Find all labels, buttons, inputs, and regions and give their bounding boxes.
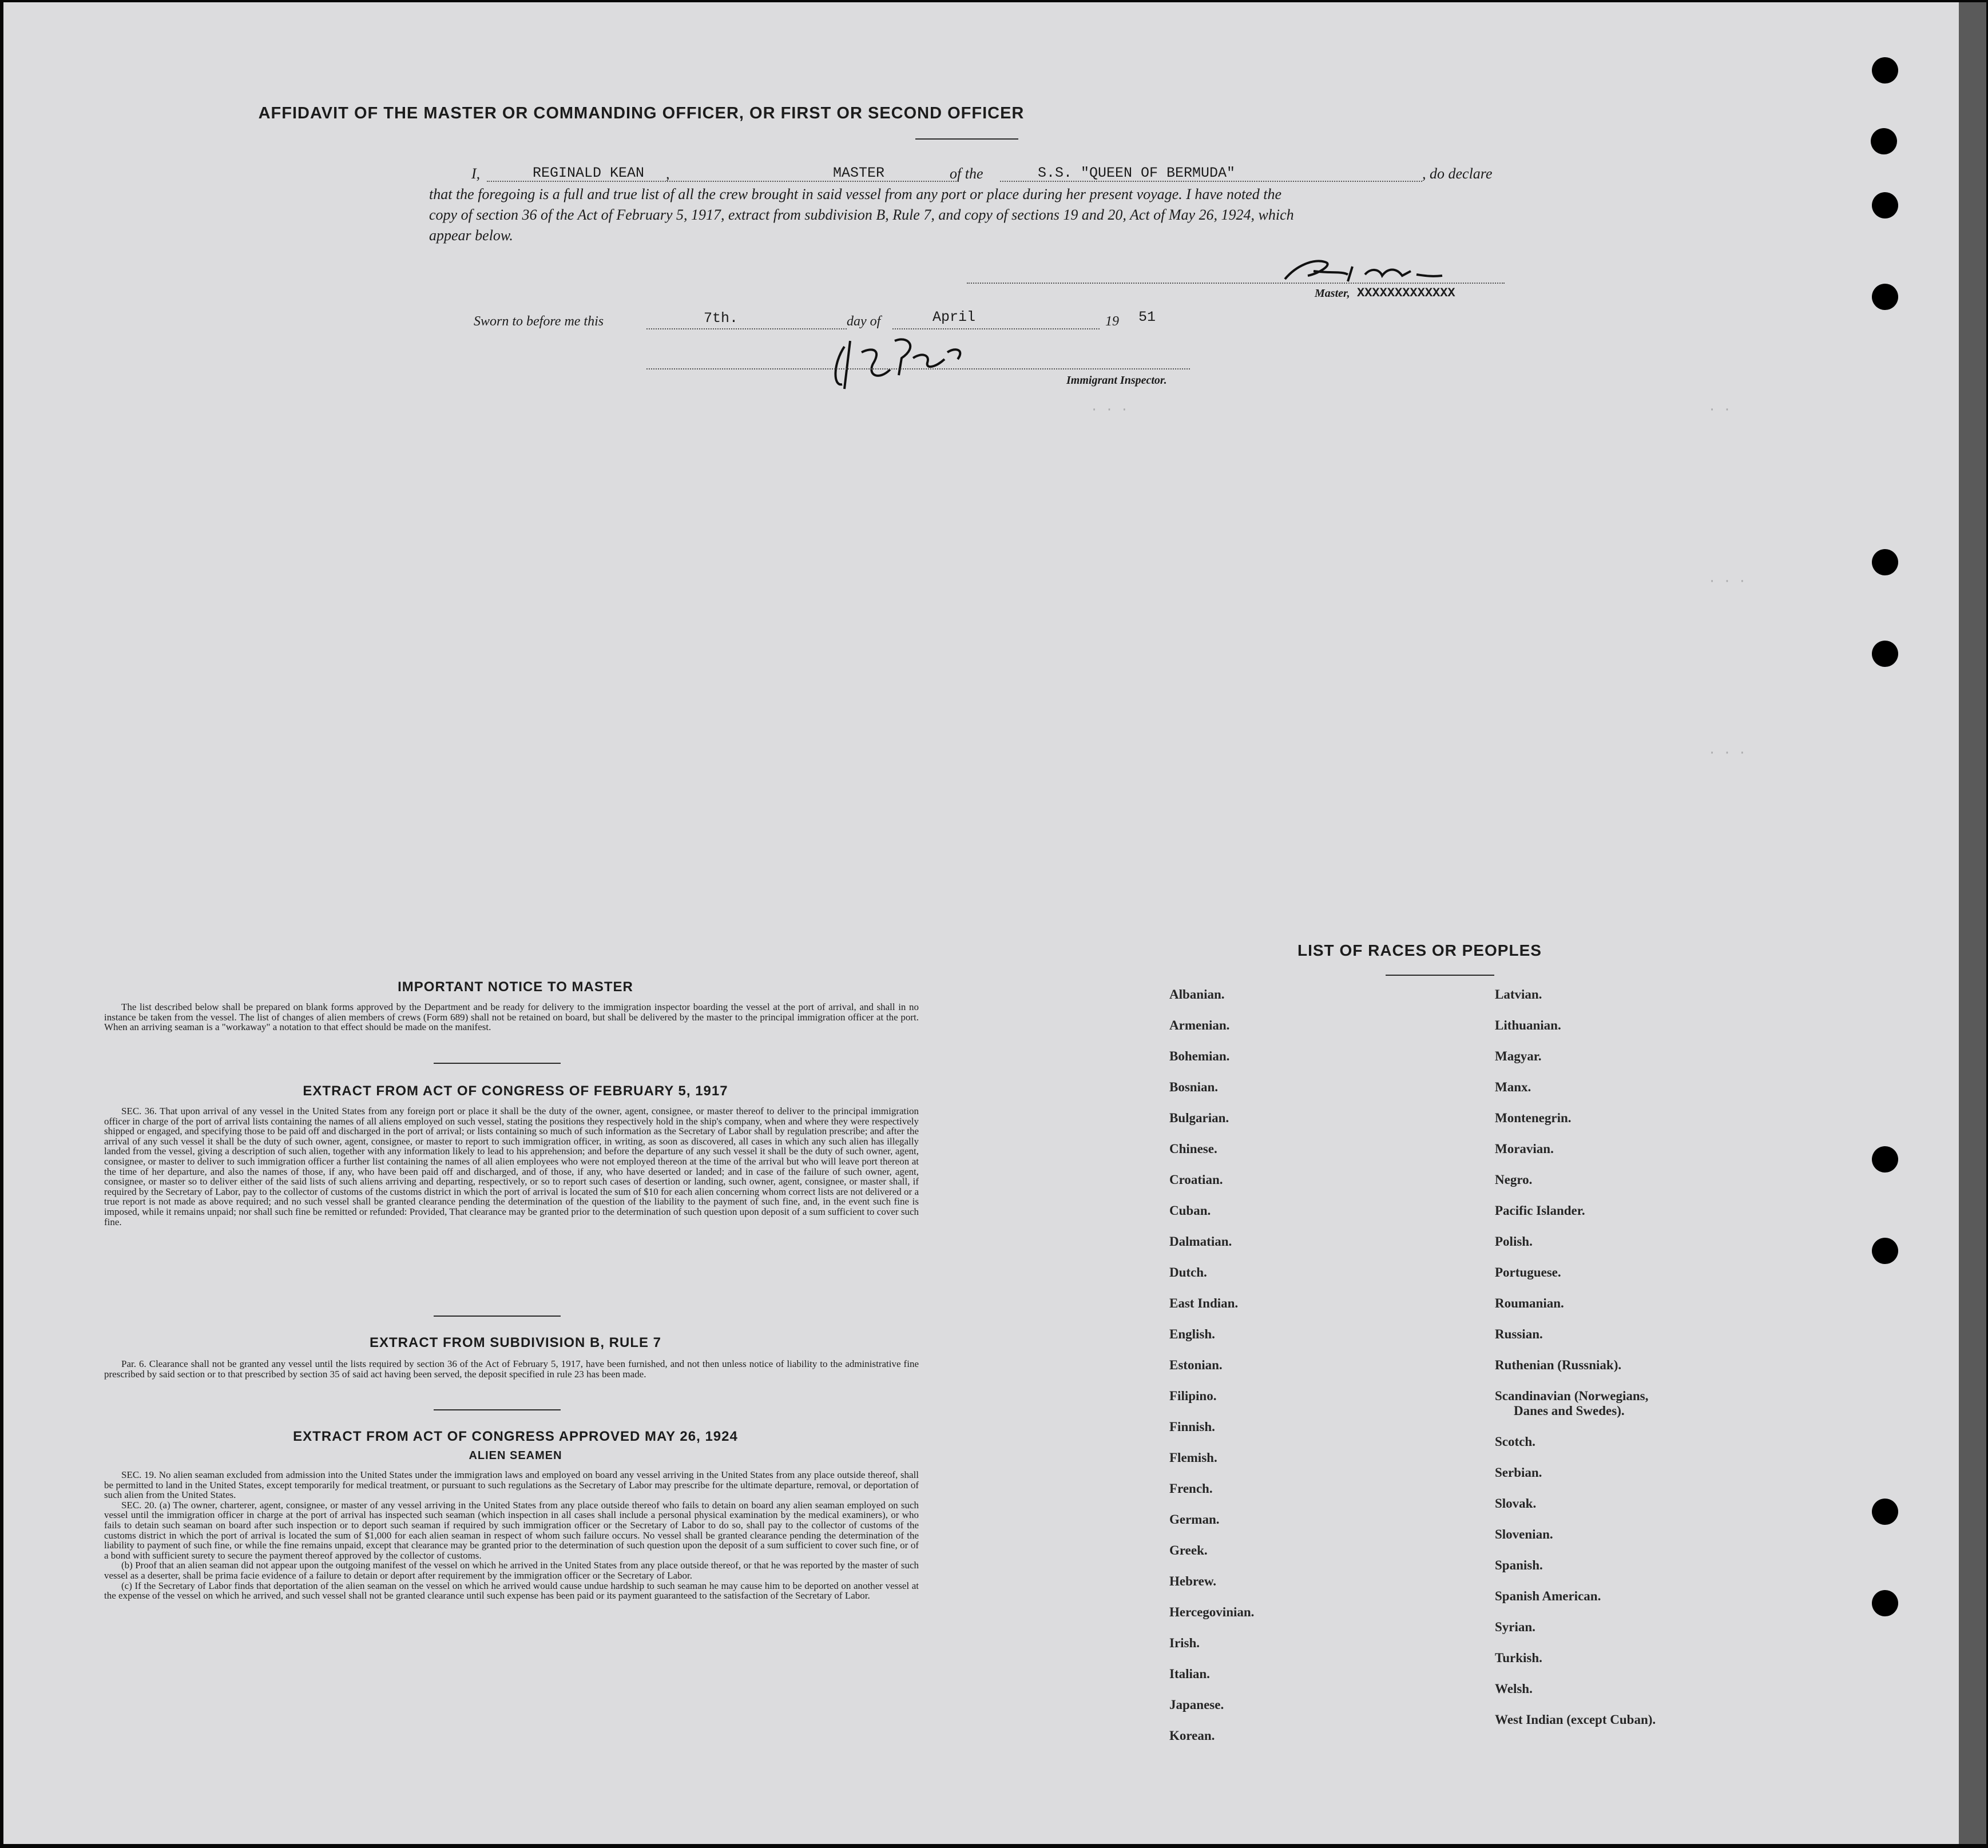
title-rule: [915, 138, 1018, 140]
race-item: Montenegrin.: [1495, 1111, 1572, 1125]
race-item: Cuban.: [1169, 1203, 1211, 1218]
race-item: Polish.: [1495, 1234, 1533, 1249]
race-item: Turkish.: [1495, 1651, 1542, 1665]
race-item: Negro.: [1495, 1173, 1533, 1187]
race-item: Serbian.: [1495, 1465, 1542, 1480]
notice-text: The list described below shall be prepared on blank forms approved by the Department and be ready for delivery to the immigration inspector boarding the vessel at the port of arrival, and shall in no instance be taken from the vessel. The list of changes of alien members of crews (Form 689) shall not be retained on board, but shall be delivered by the master to the principal immigration officer at the port. When an arriving seaman is a "workaway" a notation to that effect should be made on the manifest.: [104, 1002, 919, 1033]
sec-20b-text: (b) Proof that an alien seaman did not appear upon the outgoing manifest of the vessel on which he arrived in the United States from any place outside thereof, or that he was reported by the master of such vessel as a deserter, shall be prima facie evidence of a failure to detain or deport after requirement by the immigration officer or the Secretary of Labor.: [104, 1560, 919, 1581]
race-item: Scandinavian (Norwegians,: [1495, 1389, 1649, 1403]
race-item: Dutch.: [1169, 1265, 1207, 1279]
race-item: Lithuanian.: [1495, 1018, 1561, 1032]
affidavit-title: AFFIDAVIT OF THE MASTER OR COMMANDING OFFICER, OR FIRST OR SECOND OFFICER: [258, 104, 1025, 122]
race-item: Bohemian.: [1169, 1049, 1230, 1063]
race-item: Slovenian.: [1495, 1527, 1553, 1541]
sec-20a-text: SEC. 20. (a) The owner, charterer, agent, consignee, or master of any vessel arriving in the United States from any place outside thereof who fails to detain on board any alien seaman employed on such vessel until the immigration officer in charge at the port of arrival has inspected such seaman (which inspection in all cases shall include a personal physical examination by the medical examiners), or who fails to detain such seaman on board after such inspection or to deport such seaman if required by such immigration officer or the Secretary of Labor to do so, shall pay to the collector of customs of the customs district in which the port of arrival is located the sum of $1,000 for each alien seaman in respect of whom such failure occurs. No vessel shall be granted clearance pending the determination of the liability to payment of such fine, or while the fine remains unpaid, except that clearance may be granted prior to the determination of such question upon the deposit of a sum sufficient to cover such fine, or of a bond with sufficient surety to secure the payment thereof approved by the collector of customs.: [104, 1499, 919, 1561]
sworn-month: April: [933, 309, 976, 325]
race-item: Syrian.: [1495, 1620, 1535, 1634]
race-item: Finnish.: [1169, 1420, 1215, 1434]
affidavit-intro: I,: [471, 165, 481, 182]
race-item: Latvian.: [1495, 987, 1542, 1002]
punch-hole: [1871, 128, 1897, 154]
sworn-label: Sworn to before me this: [474, 314, 604, 329]
day-of-label: day of: [847, 314, 881, 329]
year-suffix: 51: [1138, 309, 1156, 325]
race-item: French.: [1169, 1481, 1213, 1496]
master-name: REGINALD KEAN: [533, 165, 645, 181]
punch-hole: [1872, 1590, 1898, 1616]
race-item: Magyar.: [1495, 1049, 1542, 1063]
race-item: Scotch.: [1495, 1434, 1535, 1449]
punch-hole: [1872, 641, 1898, 667]
extract-1917-text: SEC. 36. That upon arrival of any vessel in the United States from any foreign port or place it shall be the duty of the owner, agent, consignee, or master thereof to deliver to the principal immigration officer in charge of the port of arrival lists containing the names of all aliens employed on such vessel, stating the positions they respectively hold in the ship's company, when and where they were respectively shipped or engaged, and specifying those to be paid off and discharged in the port of arrival; or lists containing so much of such information as the Secretary of Labor shall by regulation prescribe; and after the arrival of any such vessel it shall be the duty of such owner, agent, consignee, or master to report to such immigration officer, in writing, as soon as discovered, all cases in which any such alien has illegally landed from the vessel, giving a description of such alien, together with any information likely to lead to his apprehension; and before the departure of any such vessel it shall be the duty of such owner, agent, consignee, or master to deliver to such immigration officer a further list containing the names of all alien employees who were not employed thereon at the time of the arrival but who will leave port thereon at the time of her departure, and also the names of those, if any, who have been paid off and discharged, and of those, if any, who have deserted or landed; and in case of the failure of such owner, agent, consignee, or master so to deliver either of the said lists of such aliens arriving and departing, respectively, or so to report such cases of desertion or landing, such owner, agent, consignee, or master shall, if required by the Secretary of Labor, pay to the collector of customs of the customs district in which the port of arrival is located the sum of $10 for each alien concerning whom correct lists are not delivered or a true report is not made as above required; and no such vessel shall be granted clearance pending the determination of the question of the liability to the payment of such fine, and, in the event such fine is imposed, while it remains unpaid; nor shall such fine be remitted or refunded: Provided, That clearance may be granted prior to the determination of such question upon deposit of a sum sufficient to cover such fine.: [104, 1106, 919, 1227]
punch-hole: [1872, 57, 1898, 84]
punch-hole: [1872, 192, 1898, 218]
race-item: Chinese.: [1169, 1142, 1217, 1156]
inspector-label: Immigrant Inspector.: [1066, 374, 1167, 387]
race-item: Estonian.: [1169, 1358, 1223, 1372]
notice-title: IMPORTANT NOTICE TO MASTER: [398, 979, 633, 995]
rank: MASTER: [833, 165, 885, 181]
punch-hole: [1872, 549, 1898, 575]
sec-20c-text: (c) If the Secretary of Labor finds that deportation of the alien seaman on the vessel on which he arrived would cause undue hardship to such seaman he may cause him to be deported on another vessel at the expense of the vessel on which he arrived, and such vessel shall not be granted clearance until such expense has been paid or its payment guaranteed to the satisfaction of the Secretary of Labor.: [104, 1580, 919, 1601]
race-item: English.: [1169, 1327, 1215, 1341]
race-item: Japanese.: [1169, 1698, 1224, 1712]
race-item: Italian.: [1169, 1667, 1210, 1681]
sec-19-text: SEC. 19. No alien seaman excluded from admission into the United States under the immigration laws and employed on board any vessel arriving in the United States from any place outside thereof, shall be permitted to land in the United States, except temporarily for medical treatment, or pursuant to such regulations as the Secretary of Labor may prescribe for the ultimate departure, removal, or deportation of such alien from the United States.: [104, 1469, 919, 1501]
extract-1924-title: EXTRACT FROM ACT OF CONGRESS APPROVED MAY 26, 1924: [293, 1429, 738, 1444]
affidavit-line-3: copy of section 36 of the Act of February 5, 1917, extract from subdivision B, Rule 7, and copy of sections 19 and 20, Act of May 26, 1924, which: [429, 206, 1294, 223]
extract-1917-title: EXTRACT FROM ACT OF CONGRESS OF FEBRUARY 5, 1917: [303, 1083, 728, 1099]
affidavit-line-2: that the foregoing is a full and true list of all the crew brought in said vessel from any port or place during her present voyage. I have noted the: [429, 186, 1281, 202]
race-item: Danes and Swedes).: [1514, 1404, 1625, 1418]
punch-hole: [1872, 1499, 1898, 1525]
race-item: Roumanian.: [1495, 1296, 1564, 1310]
of-the-label: of the: [950, 165, 983, 182]
race-item: Greek.: [1169, 1543, 1208, 1557]
race-item: Irish.: [1169, 1636, 1200, 1650]
page-edge: [1959, 2, 1986, 1844]
punch-hole: [1872, 1238, 1898, 1264]
race-item: Armenian.: [1169, 1018, 1230, 1032]
sworn-day: 7th.: [704, 310, 739, 327]
race-item: Spanish American.: [1495, 1589, 1601, 1603]
race-item: Ruthenian (Russniak).: [1495, 1358, 1622, 1372]
race-item: Bulgarian.: [1169, 1111, 1229, 1125]
race-item: Filipino.: [1169, 1389, 1217, 1403]
race-item: Croatian.: [1169, 1173, 1223, 1187]
race-item: Portuguese.: [1495, 1265, 1561, 1279]
race-item: East Indian.: [1169, 1296, 1239, 1310]
master-signature: [1279, 254, 1451, 288]
year-prefix: 19: [1105, 314, 1119, 329]
master-struck: XXXXXXXXXXXXX: [1357, 286, 1455, 300]
race-item: West Indian (except Cuban).: [1495, 1712, 1656, 1727]
extract-1924-subtitle: ALIEN SEAMEN: [469, 1449, 562, 1462]
extract-rule7-text: Par. 6. Clearance shall not be granted any vessel until the lists required by section 36 of the Act of February 5, 1917, have been furnished, and not then unless notice of liability to the administrative fine prescribed by said section or to that prescribed by section 35 of said act having been served, the deposit specified in rule 23 has been made.: [104, 1358, 919, 1380]
race-item: Albanian.: [1169, 987, 1225, 1002]
race-item: Hercegovinian.: [1169, 1605, 1255, 1619]
manifest-sheet: AFFIDAVIT OF THE MASTER OR COMMANDING OFFICER, OR FIRST OR SECOND OFFICER I, REGINALD KEAN , MASTER of the S.S. "QUEEN OF BERMUDA" , do declare that the foregoing is a full and true list of all the crew brought in said vessel from any port or place during her present voyage. I have noted the copy of section 36 of the Act of February 5, 1917, extract from subdivision B, Rule 7, and copy of sections 19 and 20, Act of May 26, 1924, which appear below. Master, XXXXXXXXXXXXX Sworn to before me this 7th. day of April 19 51 Immigrant Inspector. · · · · · · · · · · · IMPORTANT NOTICE TO MASTER The list described below shall be prepared on blank forms approved by the Department and be ready for delivery to the immigration inspector boarding the vessel at the port of arrival, and shall in no instance be taken from the vessel. The list of changes of alien members of crews (Form 689) shall not be retained on board, but shall be delivered by the master to the principal immigration officer at the port. When an arriving seaman is a "workaway" a notation to that effect should be made on the manifest. EXTRACT FROM ACT OF CONGRESS OF FEBRUARY 5, 1917 SEC. 36. That upon arrival of any vessel in the United States from any foreign port or place it shall be the duty of the owner, agent, consignee, or master thereof to deliver to the principal immigration officer in charge of the port of arrival lists containing the names of all aliens employed on such vessel, stating the positions they respectively hold in the ship's company, when and where they were respectively shipped or engaged, and specifying those to be paid off and discharged in the port of arrival; or lists containing so much of such information as the Secretary of Labor shall by regulation prescribe; and after the arrival of any such vessel it shall be the duty of such owner, agent, consignee, or master to report to such immigration officer, in writing, as soon as discovered, all cases in which any such alien has illegally landed from the vessel, giving a description of such alien, together with any information likely to lead to his apprehension; and before the departure of any such vessel it shall be the duty of such owner, agent, consignee, or master to deliver to such immigration officer a further list containing the names of all alien employees who were not employed thereon at the time of the arrival but who will leave port thereon at the time of her departure, and also the names of those, if any, who have been paid off and discharged, and of those, if any, who have deserted or landed; and in case of the failure of such owner, agent, consignee, or master so to deliver either of the said lists of such aliens arriving and departing, respectively, or so to report such cases of desertion or landing, such owner, agent, consignee, or master shall, if required by the Secretary of Labor, pay to the collector of customs of the customs district in which the port of arrival is located the sum of $10 for each alien concerning whom correct lists are not delivered or a true report is not made as above required; and no such vessel shall be granted clearance pending the determination of the question of the liability to the payment of such fine, and, in the event such fine is imposed, while it remains unpaid; nor shall such fine be remitted or refunded: Provided, That clearance may be granted prior to the determination of such question upon deposit of a sum sufficient to cover such fine. EXTRACT FROM SUBDIVISION B, RULE 7 Par. 6. Clearance shall not be granted any vessel until the lists required by section 36 of the Act of February 5, 1917, have been furnished, and not then unless notice of liability to the administrative fine prescribed by said section or to that prescribed by section 35 of said act having been served, the deposit specified in rule 23 has been made. EXTRACT FROM ACT OF CONGRESS APPROVED MAY 26, 1924 ALIEN SEAMEN SEC. 19. No alien seaman excluded from admission into the United States under the immigration laws and employed on board any vessel arriving in the United States from any place outside thereof, shall be permitted to land in the United States, except temporarily for medical treatment, or pursuant to such regulations as the Secretary of Labor may prescribe for the ultimate departure, removal, or deportation of such alien from the United States. SEC. 20. (a) The owner, charterer, agent, consignee, or master of any vessel arriving in the United States from any place outside thereof who fails to detain on board any alien seaman employed on such vessel until the immigration officer in charge at the port of arrival has inspected such seaman (which inspection in all cases shall include a personal physical examination by the medical examiners), or who fails to detain such seaman on board after such inspection or to deport such seaman if required by such immigration officer or the Secretary of Labor to do so, shall pay to the collector of customs of the customs district in which the port of arrival is located the sum of $1,000 for each alien seaman in respect of whom such failure occurs. No vessel shall be granted clearance pending the determination of the liability to payment of such fine, or while the fine remains unpaid, except that clearance may be granted prior to the determination of such question upon the deposit of a sum sufficient to cover such fine, or of a bond with sufficient surety to secure the payment thereof approved by the collector of customs. (b) Proof that an alien seaman did not appear upon the outgoing manifest of the vessel on which he arrived in the United States from any place outside thereof, or that he was reported by the master of such vessel as a deserter, shall be prima facie evidence of a failure to detain or deport after requirement by the immigration officer or the Secretary of Labor. (c) If the Secretary of Labor finds that deportation of the alien seaman on the vessel on which he arrived would cause undue hardship to such seaman he may cause him to be deported on another vessel at the expense of the vessel on which he arrived, and such vessel shall not be granted clearance until such expense has been paid or its payment guaranteed to the satisfaction of the Secretary of Labor. LIST OF RACES OR PEOPLES Albanian. Armenian. Bohemian. Bosnian. Bulgarian. Chinese. Croatian. Cuban. Dalmatian. Dutch. East Indian. English. Estonian. Filipino. Finnish. Flemish. French. German. Greek. Hebrew. Hercegovinian. Irish. Italian. Japanese. Korean. Latvian. Lithuanian. Magyar. Manx. Montenegrin. Moravian. Negro. Pacific Islander. Polish. Portuguese. Roumanian. Russian. Ruthenian (Russniak). Scandinavian (Norwegians, Danes and Swedes). Scotch. Serbian. Slovak. Slovenian. Spanish. Spanish American. Syrian. Turkish. Welsh. West Indian (except Cuban).: [3, 2, 1959, 1844]
race-item: Dalmatian.: [1169, 1234, 1232, 1249]
race-item: Pacific Islander.: [1495, 1203, 1585, 1218]
races-title: LIST OF RACES OR PEOPLES: [1297, 941, 1542, 959]
punch-hole: [1872, 1146, 1898, 1173]
race-item: Welsh.: [1495, 1682, 1533, 1696]
punch-hole: [1872, 284, 1898, 310]
race-item: Bosnian.: [1169, 1080, 1219, 1094]
vessel-name: S.S. "QUEEN OF BERMUDA": [1038, 165, 1236, 181]
affidavit-line-4: appear below.: [429, 227, 513, 244]
do-declare-label: , do declare: [1422, 165, 1493, 182]
race-item: Hebrew.: [1169, 1574, 1216, 1588]
extract-rule7-title: EXTRACT FROM SUBDIVISION B, RULE 7: [369, 1335, 662, 1350]
race-item: Manx.: [1495, 1080, 1531, 1094]
race-item: Slovak.: [1495, 1496, 1537, 1511]
race-item: Moravian.: [1495, 1142, 1554, 1156]
master-label: Master,: [1315, 287, 1350, 300]
race-item: Flemish.: [1169, 1450, 1217, 1465]
race-item: Russian.: [1495, 1327, 1543, 1341]
inspector-signature: [827, 329, 976, 392]
race-item: Spanish.: [1495, 1558, 1543, 1572]
race-item: German.: [1169, 1512, 1220, 1527]
race-item: Korean.: [1169, 1728, 1215, 1743]
